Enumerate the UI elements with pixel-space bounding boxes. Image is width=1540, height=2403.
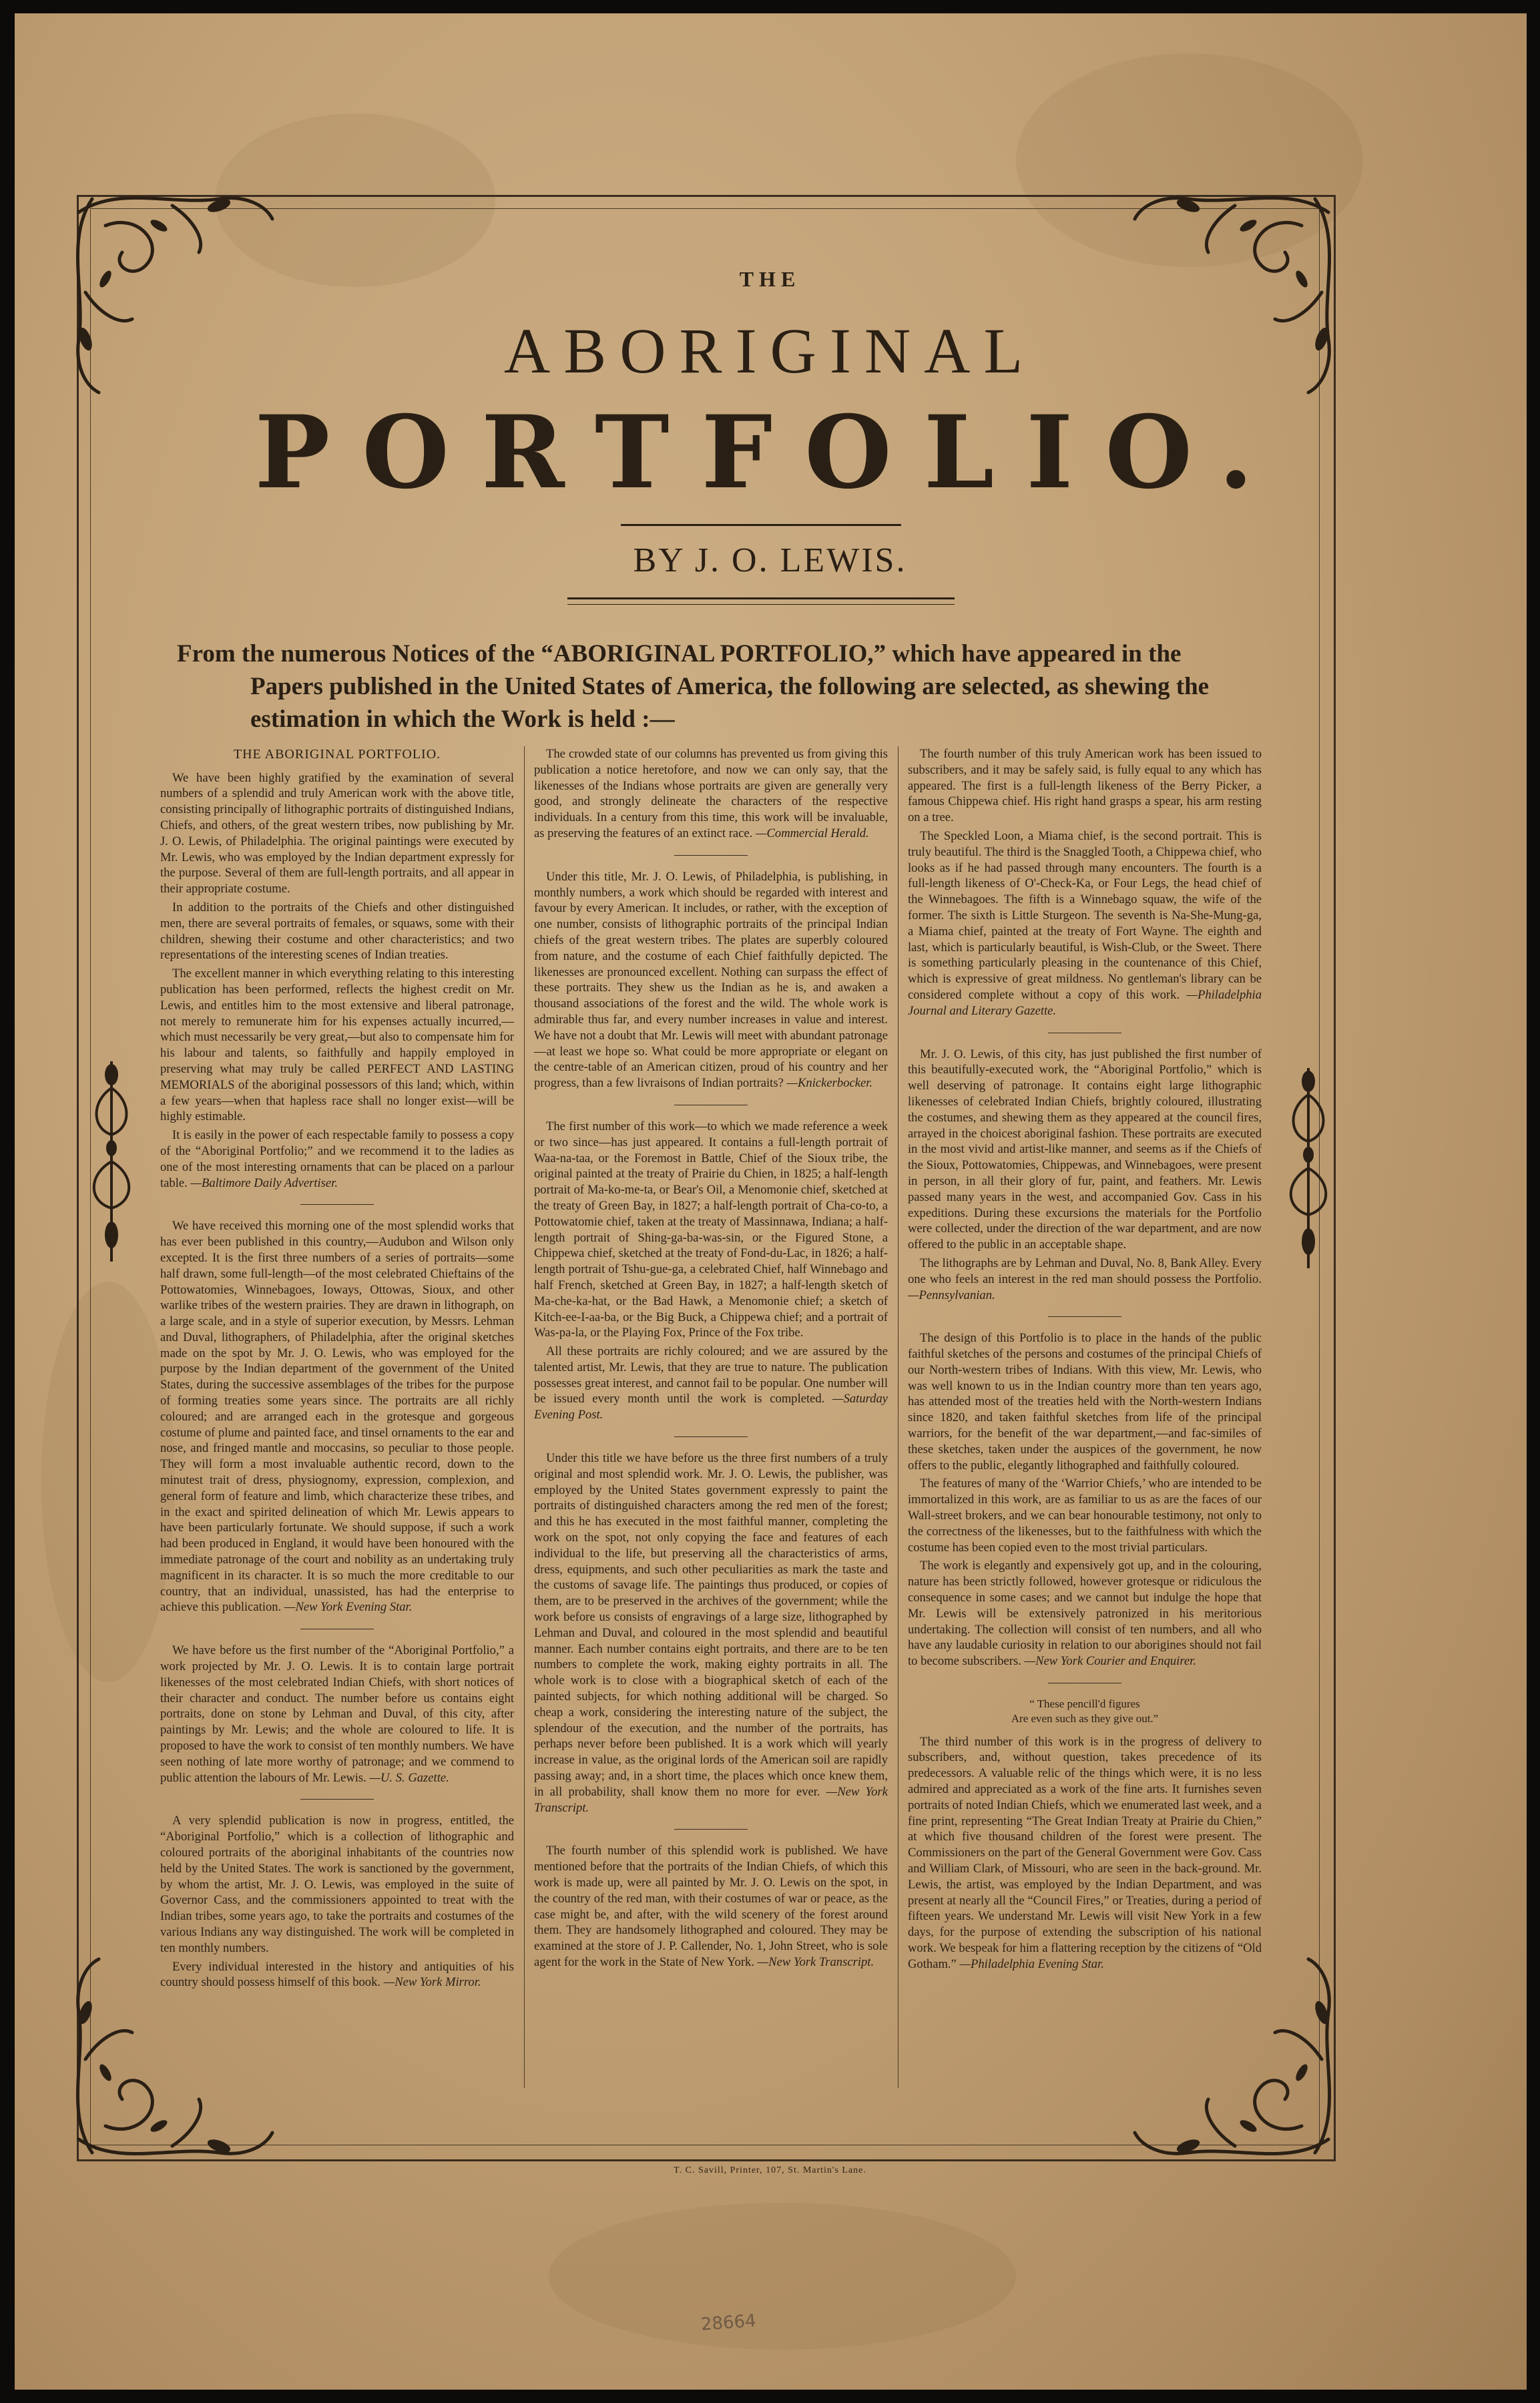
notice-paragraph: The fourth number of this splendid work is published. We have mentioned before that the portraits of the Indian Chiefs, of which this work is made up, were all painted by Mr. J. O. Lewis on the spot, in the country of the red man, with their costumes of war or peace, as the case might be, and after, with the wild scenery of the forest around them. They are handsomely lithographed and coloured. They may be examined at the store of J. P. Callender, No. 1, John Street, who is sole agent for the work in the State of New York.: [534, 1844, 888, 1969]
notice-source: —Saturday Evening Post.: [534, 1392, 888, 1422]
side-scroll-ornament-right: [1285, 1068, 1332, 1268]
pencil-catalog-number: 28664: [700, 2311, 757, 2335]
notice-source: —U. S. Gazette.: [369, 1770, 449, 1785]
notice-paragraph: The first number of this work—to which we made reference a week or two since—has just appeared. It contains a full-length portrait of Waa-na-taa, or the Foremost in Battle, Chief of the Sioux tribe, the original painted at the treaty of Prairie du Chien, in 1825; a half-length portrait of Ma-ko-me-ta, or Bear's Oil, a Menomonie chief, sketched at the treaty of Green Bay, in 1827; a half-length portrait of Cha-co-to, a Pottowatomie chief, taken at the treaty of Massinnawa, Indiana; a half-length portrait of Shing-ga-ba-was-sin, or the Figured Stone, a Chippewa chief, sketched at the treaty of Fond-du-Lac, in 1826; a half-length portrait of Tshu-gue-ga, a celebrated Chief, half Winnebago and half French, sketched at Green Bay, in 1827; a half-length sketch of Ma-che-ka-hat, or the Bad Hawk, a Menomonie chief; a sketch of Kitch-ee-I-aa-ba, or the Big Buck, a Chippewa chief; and a portrait of Was-pa-la, or the Playing Fox, Prince of the Fox tribe.: [534, 1119, 888, 1340]
column-1: [160, 746, 514, 1993]
notice-paragraph: All these portraits are richly coloured; and we are assured by the talented artist, Mr. Lewis, that they are true to nature. The publication possesses great interest, and cannot fail to be popular. One number will be issued every month until the work is completed.: [534, 1344, 888, 1406]
notice-source: —New York Courier and Enquirer.: [1024, 1654, 1196, 1669]
epigraph-quote: [908, 1697, 1262, 1726]
notice-baltimore-daily-advertiser: [160, 770, 514, 1191]
notice-source: —Pennsylvanian.: [908, 1288, 995, 1302]
paper-stain: [549, 2203, 1016, 2350]
notice-paragraph: The design of this Portfolio is to place in the hands of the public faithful sketches of the persons and costumes of the principal Chiefs of our North-western tribes of Indians. With this view, Mr. Lewis, who was well known to us in the Indian country more than ten years ago, has attended most of the treaties held with the North-western Indians since 1820, and taken faithful sketches from life of the principal warriors, for the benefit of the war department,—and fac-similes of these sketches, taken under the auspices of the government, he now offers to the public, elegantly lithographed and faithfully coloured.: [908, 1331, 1262, 1473]
notice-saturday-evening-post: [534, 1119, 888, 1423]
byline-rule-thin: [567, 604, 955, 605]
title-line-aboriginal: ABORIGINAL: [503, 315, 1037, 386]
byline: BY J. O. LEWIS.: [633, 541, 907, 579]
notice-paragraph: Every individual interested in the history and antiquities of his country should possess himself of this book.: [160, 1959, 514, 1990]
intro-line-2: Papers published in the United States of America, the following are selected, as shewing the: [250, 673, 1210, 701]
corner-scroll-ornament-bottom-right: [1121, 1946, 1342, 2166]
notice-commercial-herald: [534, 746, 888, 842]
notice-separator: [1048, 1316, 1121, 1317]
notice-paragraph: We have before us the first number of the “Aboriginal Portfolio,” a work projected by Mr. J. O. Lewis. It is to contain large portrait likenesses of the most celebrated Indian Chiefs, with short notices of their character and conduct. The number before us contains eight portraits, done on stone by Lehman and Duval, of this city, after paintings by Mr. Lewis; and the whole are coloured to life. It is proposed to have the work to consist of ten monthly numbers. We have seen nothing of late more worthy of patronage; and we commend to public attention the labours of Mr. Lewis.: [160, 1643, 514, 1785]
title-rule-top: [621, 524, 901, 526]
notice-source: —New York Mirror.: [383, 1975, 481, 1990]
notice-knickerbocker: [534, 869, 888, 1091]
notice-new-york-evening-star: [160, 1218, 514, 1615]
notice-source: —Commercial Herald.: [755, 826, 869, 840]
intro-line-3: estimation in which the Work is held :—: [250, 706, 675, 734]
notice-paragraph: A very splendid publication is now in progress, entitled, the “Aboriginal Portfolio,” which is a collection of lithographic and coloured portraits of the aboriginal inhabitants of the countries now held by the United States. The work is sanctioned by the government, by whom the artist, Mr. J. O. Lewis, was employed in the suite of Governor Cass, and the commissioners appointed to treat with the Indian tribes, some years ago, to take the portraits and costumes of the various Indians any way distinguished. The work will be completed in ten monthly numbers.: [160, 1814, 514, 1955]
notice-source: —Philadelphia Evening Star.: [959, 1956, 1104, 1971]
notice-source: —Baltimore Daily Advertiser.: [190, 1175, 338, 1190]
notice-paragraph: In addition to the portraits of the Chiefs and other distinguished men, there are several portraits of females, or squaws, some with their children, shewing their costume and other characteristics; and two representations of the interesting scenes of Indian treaties.: [160, 900, 514, 963]
intro-line-1: From the numerous Notices of the “ABORIGINAL PORTFOLIO,” which have appeared in the: [177, 640, 1182, 668]
notice-separator: [674, 855, 748, 856]
quote-line-2: Are even such as they give out.”: [1011, 1711, 1159, 1725]
notice-source: —New York Transcript.: [534, 1784, 888, 1815]
notice-paragraph: Under this title, Mr. J. O. Lewis, of Philadelphia, is publishing, in monthly numbers, a work which should be regarded with interest and favour by every American. It includes, or rather, with the exception of one number, consists of lithographic portraits of the principal Indian chiefs of the great western tribes. The plates are superbly coloured from nature, and the costume of each Chief faithfully depicted. The likenesses are pronounced excellent. Nothing can surpass the effect of these portraits. They shew us the Indian as he is, and awaken a thousand associations of the forest and the wild. The whole work is admirable thus far, and every number increases in value and interest. We have not a doubt that Mr. Lewis will meet with abundant patronage—at least we hope so. What could be more appropriate or elegant on the centre-table of an American citizen, proud of his country and her progress, than a few livraisons of Indian portraits?: [534, 869, 888, 1091]
notice-paragraph: The lithographs are by Lehman and Duval, No. 8, Bank Alley. Every one who feels an interest in the red man should possess the Portfolio.: [908, 1256, 1262, 1286]
title-article: THE: [739, 267, 801, 291]
intro-paragraph: [177, 637, 1258, 736]
notice-us-gazette: [160, 1643, 514, 1786]
notice-paragraph: The fourth number of this truly American work has been issued to subscribers, and it may be safely said, is fully equal to any which has appeared. The first is a full-length likeness of the Berry Picker, a famous Chippewa chief. His right hand grasps a spear, his arm resting on a tree.: [908, 747, 1262, 825]
notice-paragraph: The crowded state of our columns has prevented us from giving this publication a notice heretofore, and now we can only say, that the likenesses of the Indians whose portraits are given are generally very good, and strongly delineate the characters of the respective individuals. In a century from this time, this work will be invaluable, as preserving the features of an extinct race.: [534, 747, 888, 840]
notice-pennsylvanian: [908, 1047, 1262, 1304]
notice-source: —New York Evening Star.: [284, 1600, 413, 1615]
notice-new-york-transcript-2: [534, 1843, 888, 1970]
column-3: [908, 746, 1262, 1974]
notice-paragraph: The excellent manner in which everything relating to this interesting publication has been performed, reflects the highest credit on Mr. Lewis, and entitles him to the most extensive and liberal patronage, not merely to remunerate him for his expenses actually incurred,—which must necessarily be very great,—but also to compensate him for his labour and talents, so faithfully and happily employed in preserving what may truly be called PERFECT AND LASTING MEMORIALS of the aboriginal possessors of this land; which, within a few years—when that hapless race shall no longer exist—will be highly estimable.: [160, 967, 514, 1124]
notice-paragraph: We have been highly gratified by the examination of several numbers of a splendid and truly American work with the above title, consisting principally of lithographic portraits of distinguished Indians, Chiefs, and others, of the great western tribes, now publishing by Mr. J. O. Lewis, of Philadelphia. The original paintings were executed by Mr. Lewis, who was employed by the Indian department expressly for the purpose. Several of them are full-length portraits, and all appear in their appropriate costume.: [160, 770, 514, 896]
column-2: [534, 746, 888, 1973]
notice-source: —Philadelphia Journal and Literary Gazette.: [908, 987, 1262, 1018]
notice-separator: [674, 1436, 748, 1437]
notice-separator: [300, 1799, 374, 1800]
printer-imprint: T. C. Savill, Printer, 107, St. Martin's Lane.: [674, 2165, 866, 2175]
byline-rule-thick: [567, 597, 955, 599]
column-heading: THE ABORIGINAL PORTFOLIO.: [233, 747, 441, 762]
notice-new-york-courier: [908, 1330, 1262, 1669]
notice-separator: [300, 1204, 374, 1205]
notice-source: —Knickerbocker.: [786, 1076, 873, 1091]
notice-paragraph: The third number of this work is in the progress of delivery to subscribers, and, without question, takes precedence of its predecessors. A valuable relic of the things which were, it is no less admired and appreciated as a work of the fine arts. It furnishes seven portraits of noted Indian Chiefs, which we enumerated last week, and a fine print, representing “The Great Indian Treaty at Prairie du Chien,” at which five thousand children of the forest were present. The Commissioners on the part of the General Government were Gov. Cass and William Clark, of Missouri, who are seen in the back-ground. Mr. Lewis, the artist, was employed by the Indian Department, and was present at nearly all the “Council Fires,” or Treaties, during a period of fifteen years. We understand Mr. Lewis will visit New York in a few days, for the purpose of extending the subscription of his national work. We bespeak for him a flattering reception by the citizens of “Old Gotham.”: [908, 1734, 1262, 1971]
quote-line-1: “ These pencill'd figures: [1029, 1697, 1140, 1711]
notice-paragraph: The work is elegantly and expensively got up, and in the colouring, nature has been strictly followed, however grotesque or ridiculous the consequence in some cases; and we cannot but indulge the hope that Mr. Lewis will be extensively patronized in his meritorious undertaking. The collection will consist of ten numbers, and all who have any laudable curiosity in relation to our aborigines should not fail to become subscribers.: [908, 1559, 1262, 1669]
notice-source: —New York Transcript.: [757, 1954, 874, 1969]
column-divider: [524, 746, 525, 2088]
notice-new-york-transcript-1: [534, 1450, 888, 1816]
title-line-portfolio: PORTFOLIO.: [254, 394, 1286, 511]
notice-separator: [674, 1829, 748, 1830]
side-scroll-ornament-left: [88, 1061, 135, 1262]
notice-philadelphia-evening-star: [908, 1734, 1262, 1972]
column-divider: [898, 746, 899, 2088]
notice-paragraph: We have received this morning one of the most splendid works that has ever been published in this country,—Audubon and Wilson only excepted. It is the first three numbers of a series of portraits—some half drawn, some full-length—of the most celebrated Chieftains of the Pottowatomies, Winnebagoes, Ioways, Ottowas, Sioux, and other warlike tribes of the western prairies. They are drawn in lithograph, on a large scale, and in a style of superior execution, by Messrs. Lehman and Duval, lithographers, of Philadelphia, after the original sketches made on the spot by Mr. J. O. Lewis, who was employed for the purpose by the Indian department of the government of the United States, during the successive assemblages of the tribes for the purpose of forming treaties some years since. The portraits are all richly coloured; and are arranged each in the grotesque and gorgeous costume of plume and painted face, and tinsel ornaments to the ear and nose, and fringed mantle and moccasins, so peculiar to those people. They will form a most invaluable authentic record, down to the minutest trait of dress, physiognomy, expression, complexion, and general form of feature and limb, which characterize these tribes, and in the exact and spirited delineation of which Mr. Lewis appears to have been particularly fortunate. We should suppose, if such a work had been produced in England, it would have been honoured with the immediate patronage of the court and nobility as an undertaking truly magnificent in its character. It is so much the more creditable to our country, that an individual, unassisted, has had the enterprise to achieve this publication.: [160, 1219, 514, 1615]
notice-philadelphia-journal: [908, 746, 1262, 1019]
notice-paragraph: Under this title we have before us the three first numbers of a truly original and most splendid work. Mr. J. O. Lewis, the publisher, was employed by the United States government expressly to paint the portraits of distinguished characters among the red men of the forest; and this he has executed in the most faithful manner, completing the work on the spot, not only copying the face and features of each individual to the life, but preserving all the characteristics of arms, dress, equipments, and such other peculiarities as mark the taste and the customs of savage life. The paintings thus produced, or copies of them, are to be preserved in the archives of the government; while the work before us consists of engravings of a large size, lithographed by Lehman and Duval, and coloured in the most splendid and beautiful manner. Each number contains eight portraits, and there are to be ten numbers to complete the work, making eighty portraits in all. The whole work is to close with a biographical sketch of each of the painted subjects, for which nothing additional will be charged. So cheap a work, considering the interesting nature of the subject, the splendour of the execution, and the number of the portraits, has perhaps never before been published. It is a work which will yearly increase in value, as the original lords of the American soil are rapidly passing away; and, in a short time, the places which once knew them, in all probability, shall know them no more for ever.: [534, 1451, 888, 1799]
notice-paragraph: It is easily in the power of each respectable family to possess a copy of the “Aboriginal Portfolio;” and we recommend it to the ladies as one of the most interesting ornaments that can be placed on a parlour table.: [160, 1128, 514, 1190]
notice-new-york-mirror: [160, 1813, 514, 1990]
notice-paragraph: The features of many of the ‘Warrior Chiefs,’ who are intended to be immortalized in this work, are as familiar to us as are the faces of our Wall-street brokers, and we can bear honourable testimony, not only to the correctness of the likenesses, but to the faithfulness with which the costume has been copied even to the most trivial particulars.: [908, 1477, 1262, 1555]
notice-paragraph: The Speckled Loon, a Miama chief, is the second portrait. This is truly beautiful. The third is the Snaggled Tooth, a Chippewa chief, who looks as if he had passed through many encounters. The fourth is a full-length likeness of O'-Check-Ka, or Four Legs, the head chief of the Winnebagoes. The fifth is a Winnebago squaw, the wife of the former. The sixth is Little Sturgeon. The seventh is Na-She-Mung-ga, a Miama chief, painted at the treaty of Fort Wayne. The eighth and last, which is particularly beautiful, is Wish-Club, or the Sweet. There is something particularly pleasing in the countenance of this Chief, which is expressive of great mildness. No gentleman's library can be considered complete without a copy of this work.: [908, 828, 1262, 1002]
notice-paragraph: Mr. J. O. Lewis, of this city, has just published the first number of this beautifully-executed work, the “Aboriginal Portfolio,” which is well deserving of patronage. It contains eight large lithographic likenesses of celebrated Indian Chiefs, brightly coloured, illustrating the costumes, and shewing them as they appeared at the council fires, arrayed in the choicest aboriginal fashion. These portraits are executed in the most vivid and artist-like manner, and seems as if the Chiefs of the Sioux, Pottowatomies, Chippewas, and Winnebagoes, were present in person, in all their glory of fur, paint, and feathers. Mr. Lewis passed many years in the west, and accompanied Gov. Cass in his expeditions. During these excursions the materials for the Portfolio were collected, under the direction of the war department, and are now offered to the public in an acceptable shape.: [908, 1047, 1262, 1252]
